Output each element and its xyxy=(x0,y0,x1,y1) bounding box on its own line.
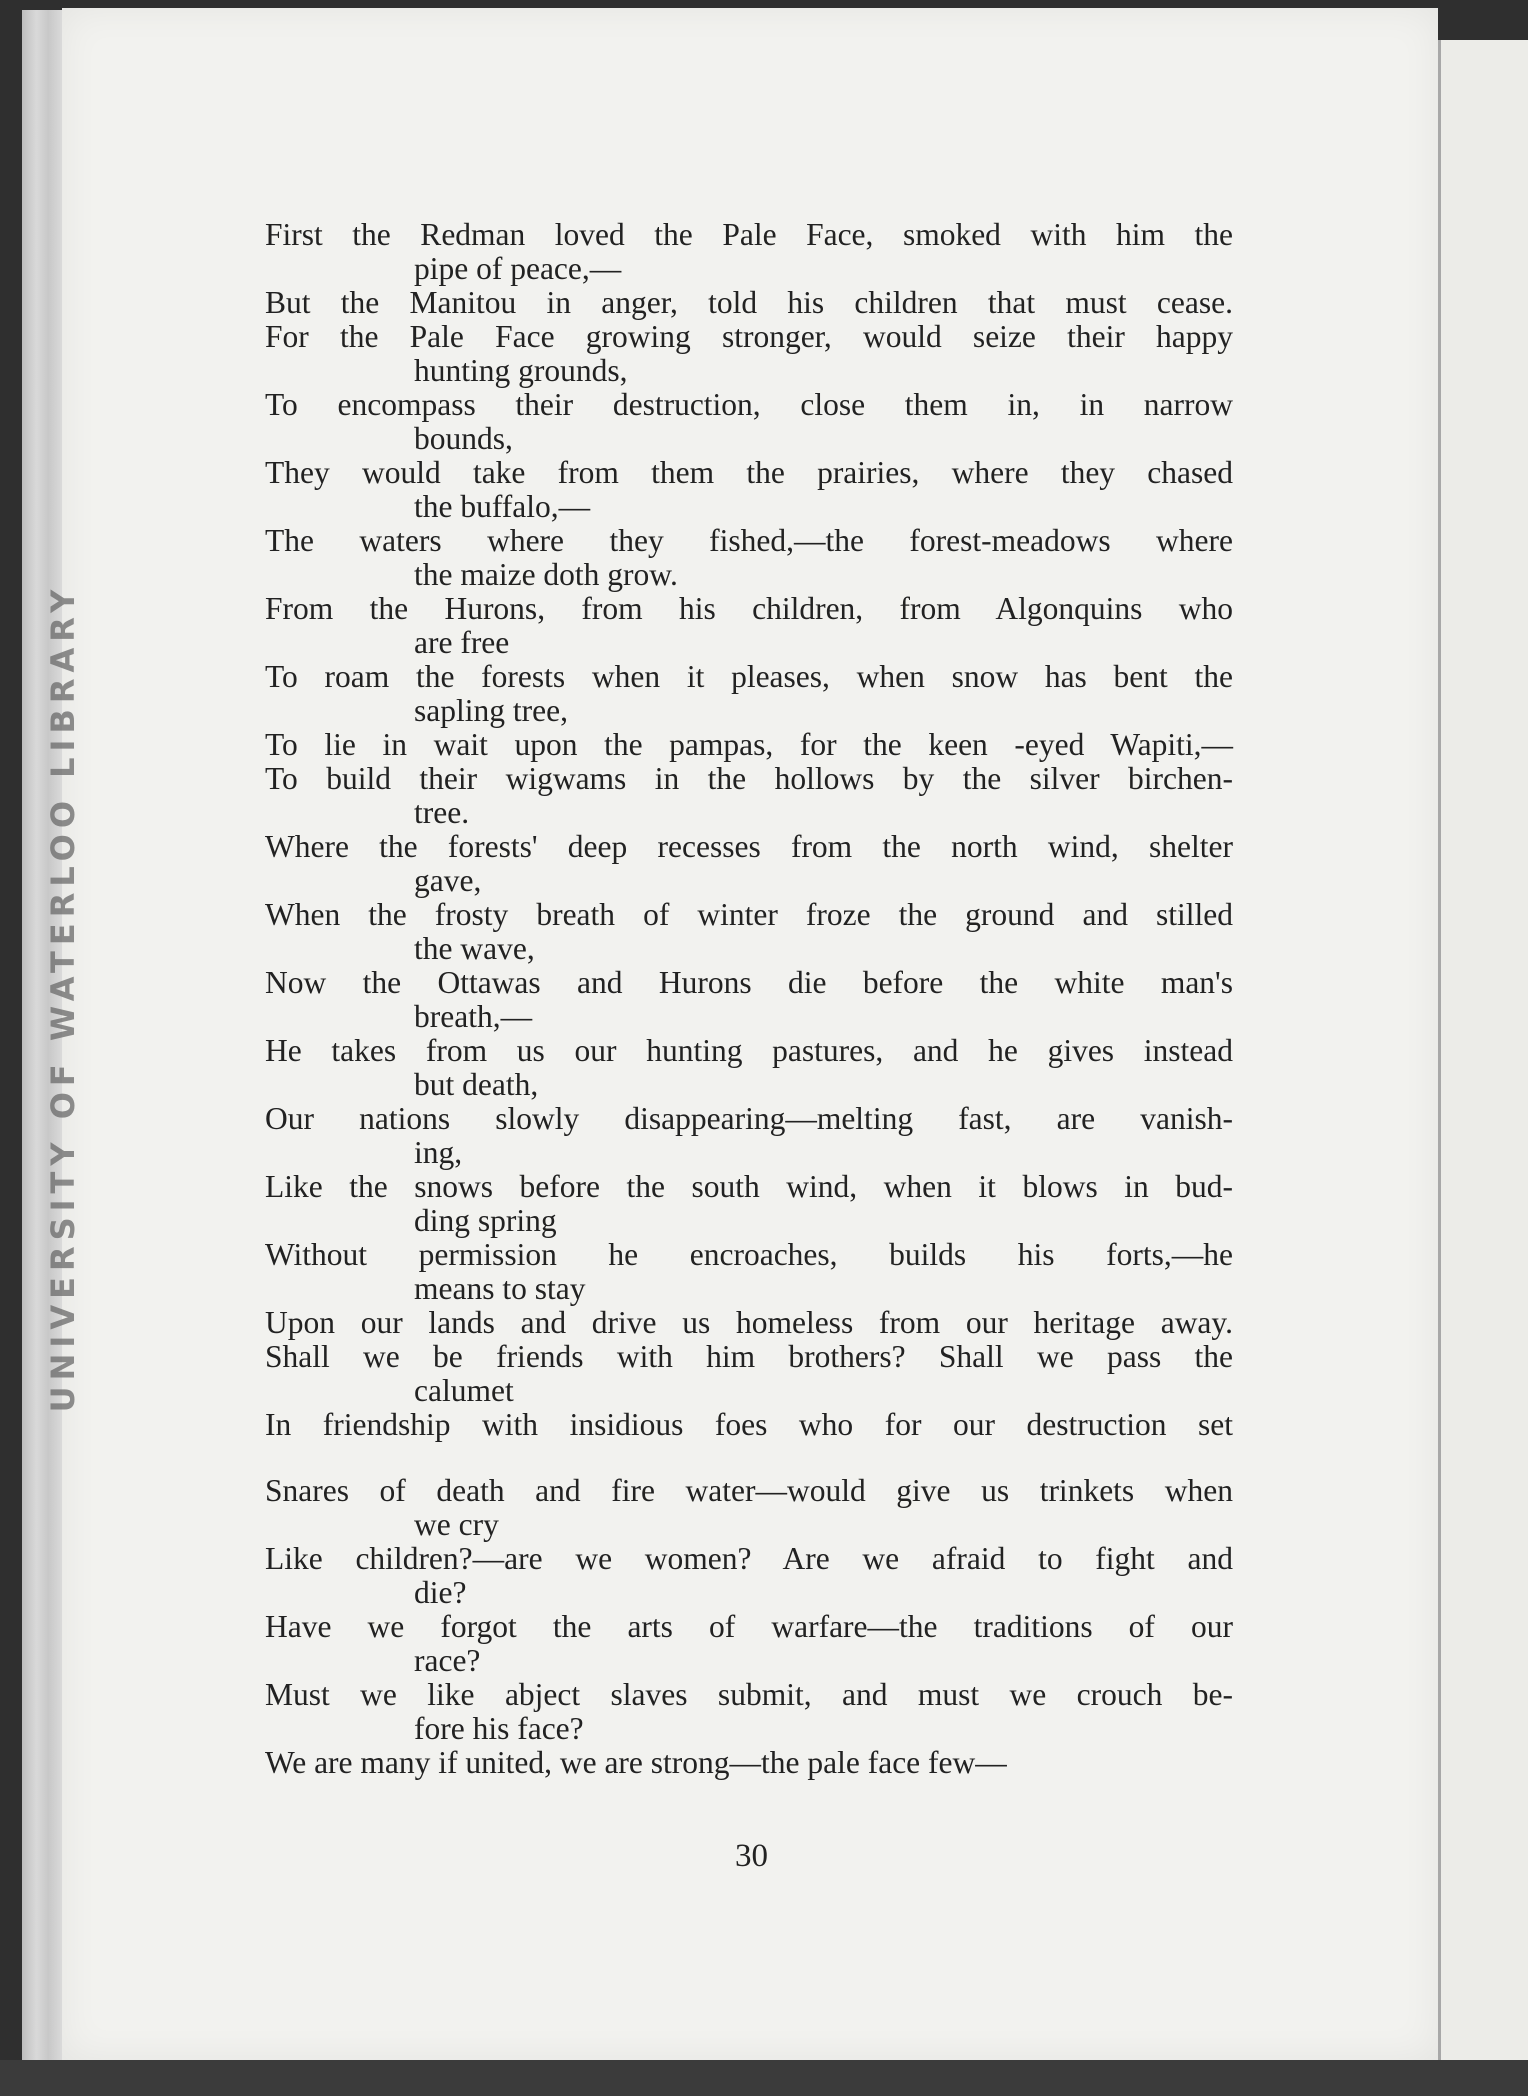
poem-line: Upon our lands and drive us homeless from our heritage away. xyxy=(265,1305,1233,1340)
poem-line: When the frosty breath of winter froze the ground and stilled the wave, xyxy=(265,897,1233,966)
poem-line: Have we forgot the arts of warfare—the traditions of our race? xyxy=(265,1609,1233,1678)
poem-line: To roam the forests when it pleases, when snow has bent the sapling tree, xyxy=(265,659,1233,728)
poem-line: Must we like abject slaves submit, and must we crouch be- fore his face? xyxy=(265,1677,1233,1746)
poem-line: Our nations slowly disappearing—melting fast, are vanish- ing, xyxy=(265,1101,1233,1170)
scan-bottom-shadow xyxy=(0,2060,1528,2096)
poem-line: From the Hurons, from his children, from Algonquins who are free xyxy=(265,591,1233,660)
poem-line: Without permission he encroaches, builds his forts,—he means to stay xyxy=(265,1237,1233,1306)
poem-line: We are many if united, we are strong—the pale face few— xyxy=(265,1745,1007,1780)
poem-line: For the Pale Face growing stronger, would seize their happy hunting grounds, xyxy=(265,319,1233,388)
page-number: 30 xyxy=(735,1838,768,1874)
poem-line: They would take from them the prairies, where they chased the buffalo,— xyxy=(265,455,1233,524)
poem-text xyxy=(265,218,1233,1780)
poem-line: In friendship with insidious foes who for our destruction set xyxy=(265,1407,1233,1442)
facing-page-edge xyxy=(1438,40,1528,2096)
poem-line: Like children?—are we women? Are we afraid to fight and die? xyxy=(265,1541,1233,1610)
poem-line: To build their wigwams in the hollows by the silver birchen- tree. xyxy=(265,761,1233,830)
poem-line: Like the snows before the south wind, when it blows in bud- ding spring xyxy=(265,1169,1233,1238)
poem-line: He takes from us our hunting pastures, and he gives instead but death, xyxy=(265,1033,1233,1102)
poem-line: To lie in wait upon the pampas, for the keen -eyed Wapiti,— xyxy=(265,727,1233,762)
poem-line: The waters where they fished,—the forest-meadows where the maize doth grow. xyxy=(265,523,1233,592)
poem-line: First the Redman loved the Pale Face, smoked with him the pipe of peace,— xyxy=(265,217,1233,286)
poem-line: Where the forests' deep recesses from the north wind, shelter gave, xyxy=(265,829,1233,898)
poem-line: Snares of death and fire water—would give us trinkets when we cry xyxy=(265,1473,1233,1542)
poem-line: To encompass their destruction, close them in, in narrow bounds, xyxy=(265,387,1233,456)
poem-line: Now the Ottawas and Hurons die before the white man's breath,— xyxy=(265,965,1233,1034)
poem-line: But the Manitou in anger, told his children that must cease. xyxy=(265,285,1233,320)
library-stamp: UNIVERSITY OF WATERLOO LIBRARY xyxy=(44,583,82,1413)
poem-line: Shall we be friends with him brothers? Shall we pass the calumet xyxy=(265,1339,1233,1408)
